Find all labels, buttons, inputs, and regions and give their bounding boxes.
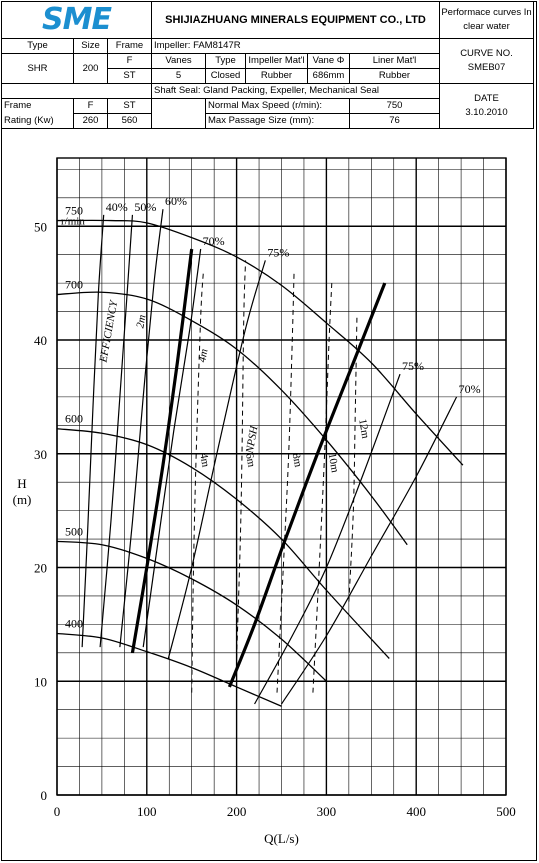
frame-st: ST [108, 69, 152, 84]
vanes-label: Vanes [152, 54, 206, 69]
x-axis-label: Q(L/s) [264, 831, 299, 846]
x-tick-label: 100 [137, 804, 157, 819]
x-tick-label: 500 [496, 804, 516, 819]
curve-no-value: SMEB07 [467, 62, 506, 73]
y-tick-label: 20 [34, 560, 47, 576]
size-label: Size [74, 39, 108, 54]
vane-phi-label: Vane Φ [308, 54, 350, 69]
chart-annotation: 4m [196, 347, 211, 364]
impeller-label: Impeller: FAM8147R [152, 39, 440, 54]
npsh-curve-label: 4m [197, 452, 212, 469]
speed-unit-label: r/min [61, 215, 85, 228]
performance-chart [0, 140, 539, 860]
max-passage-value: 76 [350, 114, 440, 129]
curve-no-label: CURVE NO. [460, 48, 513, 59]
chart-annotation: EFFICIENCY [97, 299, 121, 364]
efficiency-curve [282, 397, 457, 704]
impeller-mat-label: Impeller Mat'l [246, 54, 308, 69]
y-tick-label: 40 [34, 333, 47, 348]
max-passage-label: Max Passage Size (mm): [206, 114, 350, 129]
y-axis-label: H [17, 475, 27, 491]
company-name [152, 2, 440, 39]
x-tick-label: 300 [316, 804, 337, 819]
date-cell [440, 84, 534, 129]
efficiency-curve-label: 40% [105, 199, 128, 214]
frame-row-st: ST [108, 99, 152, 114]
size-value: 200 [74, 54, 108, 84]
npsh-curve-label: 6m [243, 452, 258, 469]
y-axis-unit: (m) [12, 491, 32, 507]
speed-curve-label: 750 [65, 203, 83, 218]
type-value: SHR [2, 54, 74, 84]
frame-label: Frame [108, 39, 152, 54]
rating-st: 560 [108, 114, 152, 129]
y-tick-label: 30 [34, 446, 47, 462]
speed-curve-label: 700 [65, 277, 83, 292]
curve-number [440, 39, 534, 84]
y-tick-label: 0 [40, 788, 47, 803]
npsh-curve-label: 10m [325, 452, 341, 474]
company-title: SHIJIAZHUANG MINERALS EQUIPMENT CO., LTD [165, 13, 426, 26]
chart-annotation: NPSH [243, 425, 261, 455]
npsh-curve-label: 8m [289, 452, 304, 469]
date-label: DATE [474, 93, 499, 104]
normal-max-speed-value: 750 [350, 99, 440, 114]
frame-row-label: Frame [2, 99, 74, 114]
npsh-curve-label: 12m [356, 418, 372, 440]
efficiency-curve [100, 215, 132, 647]
performance-note: Performace curves In clear water [440, 2, 534, 39]
efficiency-curve-label: 70% [202, 234, 225, 248]
y-tick-label: 50 [34, 219, 47, 235]
impeller-type-value: Closed [206, 69, 246, 84]
efficiency-curve-label: 75% [267, 245, 290, 260]
rating-f: 260 [74, 114, 108, 129]
efficiency-curve-label: 50% [134, 199, 157, 214]
speed-curve-label: 400 [65, 616, 83, 631]
logo-mark: SME [42, 2, 111, 37]
efficiency-curve-label: 60% [164, 194, 187, 209]
vanes-value: 5 [152, 69, 206, 84]
x-tick-label: 0 [53, 804, 61, 819]
type-label: Type [2, 39, 74, 54]
efficiency-curve [229, 283, 384, 687]
x-tick-label: 400 [406, 804, 426, 819]
efficiency-curve [120, 209, 163, 647]
header-table [1, 1, 534, 129]
impeller-mat-value: Rubber [246, 69, 308, 84]
logo [2, 2, 152, 39]
rating-label: Rating (Kw) [2, 114, 74, 129]
normal-max-speed-label: Normal Max Speed (r/min): [206, 99, 350, 114]
efficiency-curve-label: 70% [458, 381, 481, 396]
impeller-type-label: Type [206, 54, 246, 69]
y-tick-label: 10 [34, 674, 47, 690]
chart-annotation: 2m [134, 313, 149, 330]
shaft-seal: Shaft Seal: Gland Packing, Expeller, Mechanical Seal [152, 84, 440, 99]
liner-mat-label: Liner Mat'l [350, 54, 440, 69]
frame-row-f: F [74, 99, 108, 114]
frame-f: F [108, 54, 152, 69]
efficiency-curve-label: 75% [402, 359, 425, 374]
speed-curve-label: 600 [65, 411, 83, 426]
vane-phi-value: 686mm [308, 69, 350, 84]
speed-curve-label: 500 [65, 524, 83, 539]
date-value: 3.10.2010 [465, 107, 508, 118]
liner-mat-value: Rubber [350, 69, 440, 84]
x-tick-label: 200 [226, 804, 247, 819]
